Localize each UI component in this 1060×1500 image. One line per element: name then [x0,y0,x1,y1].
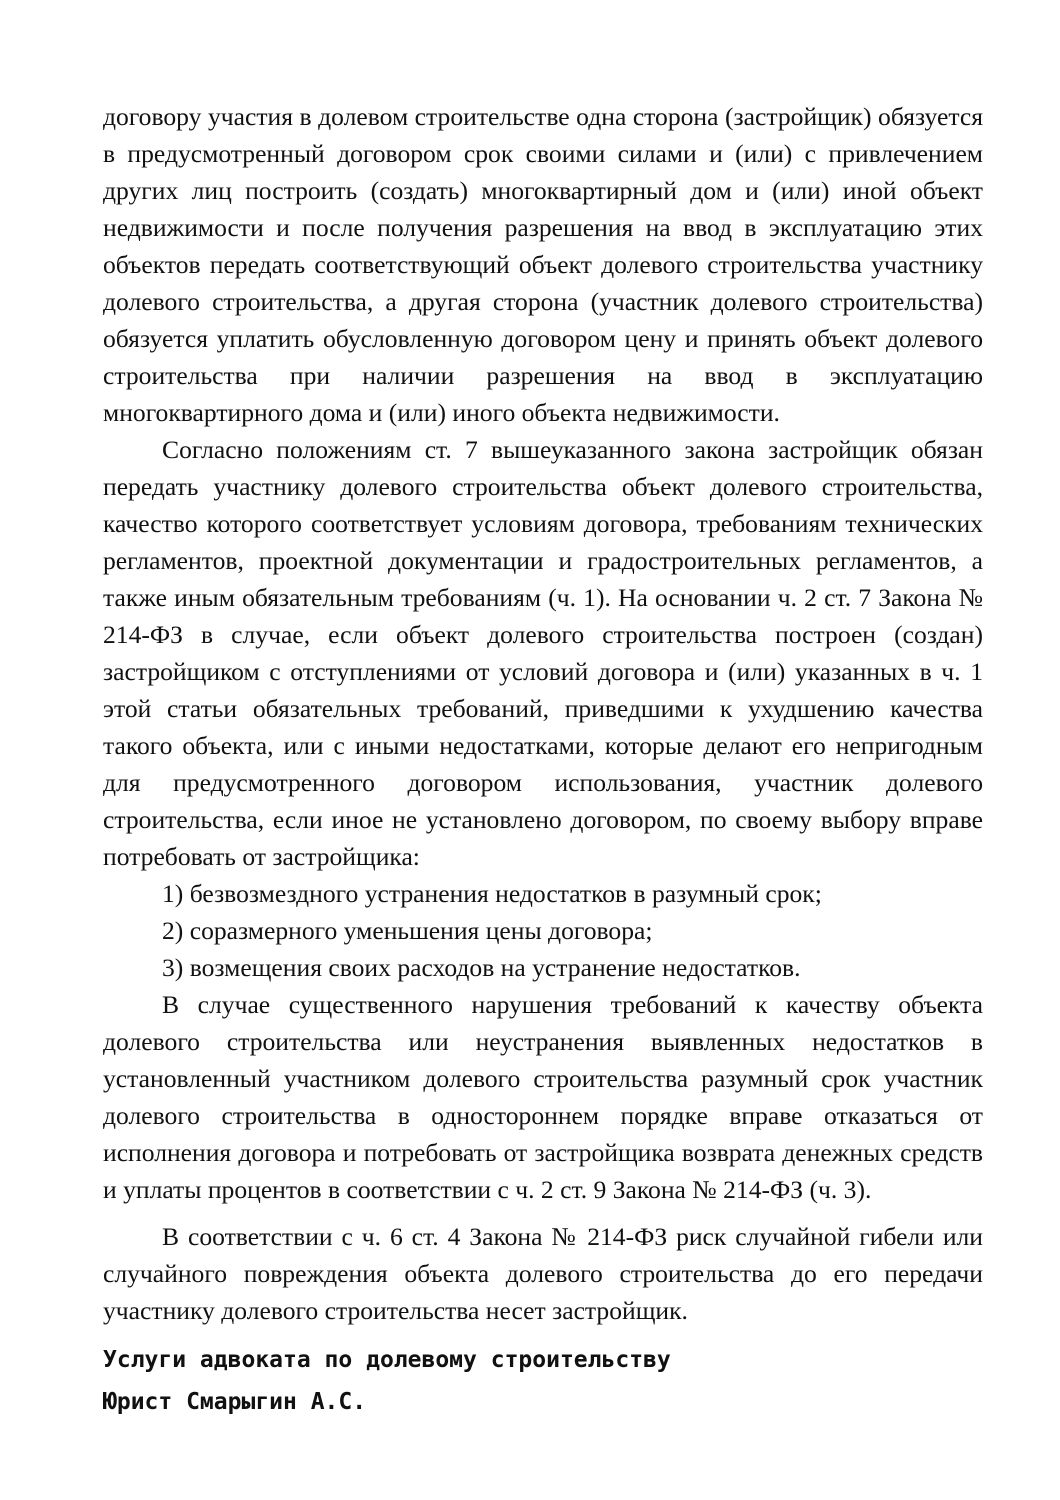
paragraph-contract-definition: договору участия в долевом строительстве одна сторона (застройщик) обязуется в предусмотренный договором срок своими силами и (или) с привлечением других лиц построить (создать) многоквартирный дом и (или) иной объект недвижимости и после получения разрешения на ввод в эксплуатацию этих объектов передать соответствующий объект долевого строительства участнику долевого строительства, а другая сторона (участник долевого строительства) обязуется уплатить обусловленную договором цену и принять объект долевого строительства при наличии разрешения на ввод в эксплуатацию многоквартирного дома и (или) иного объекта недвижимости. [103,102,983,427]
list-item-remedy-2: 2) соразмерного уменьшения цены договора; [162,916,653,945]
heading-author: Юрист Смарыгин А.С. [103,1389,367,1415]
paragraph-developer-obligations: Согласно положениям ст. 7 вышеуказанного закона застройщик обязан передать участнику долевого строительства объект долевого строительства, качество которого соответствует условиям договора, требованиям технических регламентов, проектной документации и градостроительных регламентов, а также иным обязательным требованиям (ч. 1). На основании ч. 2 ст. 7 Закона № 214-ФЗ в случае, если объект долевого строительства построен (создан) застройщиком с отступлениями от условий договора и (или) указанных в ч. 1 этой статьи обязательных требований, приведшими к ухудшению качества такого объекта, или с иными недостатками, которые делают его непригодным для предусмотренного договором использования, участник долевого строительства, если иное не установлено договором, по своему выбору вправе потребовать от застройщика: [103,435,983,871]
list-item-remedy-3: 3) возмещения своих расходов на устранение недостатков. [162,953,801,982]
document-body [103,98,983,1422]
paragraph-risk-of-loss: В соответствии с ч. 6 ст. 4 Закона № 214-ФЗ риск случайной гибели или случайного повреждения объекта долевого строительства до его передачи участнику долевого строительства несет застройщик. [103,1222,983,1325]
paragraph-material-breach: В случае существенного нарушения требований к качеству объекта долевого строительства или неустранения выявленных недостатков в установленный участником долевого строительства разумный срок участник долевого строительства в одностороннем порядке вправе отказаться от исполнения договора и потребовать от застройщика возврата денежных средств и уплаты процентов в соответствии с ч. 2 ст. 9 Закона № 214-ФЗ (ч. 3). [103,990,983,1204]
heading-lawyer-services: Услуги адвоката по долевому строительству [103,1347,671,1373]
list-item-remedy-1: 1) безвозмездного устранения недостатков в разумный срок; [162,879,822,908]
